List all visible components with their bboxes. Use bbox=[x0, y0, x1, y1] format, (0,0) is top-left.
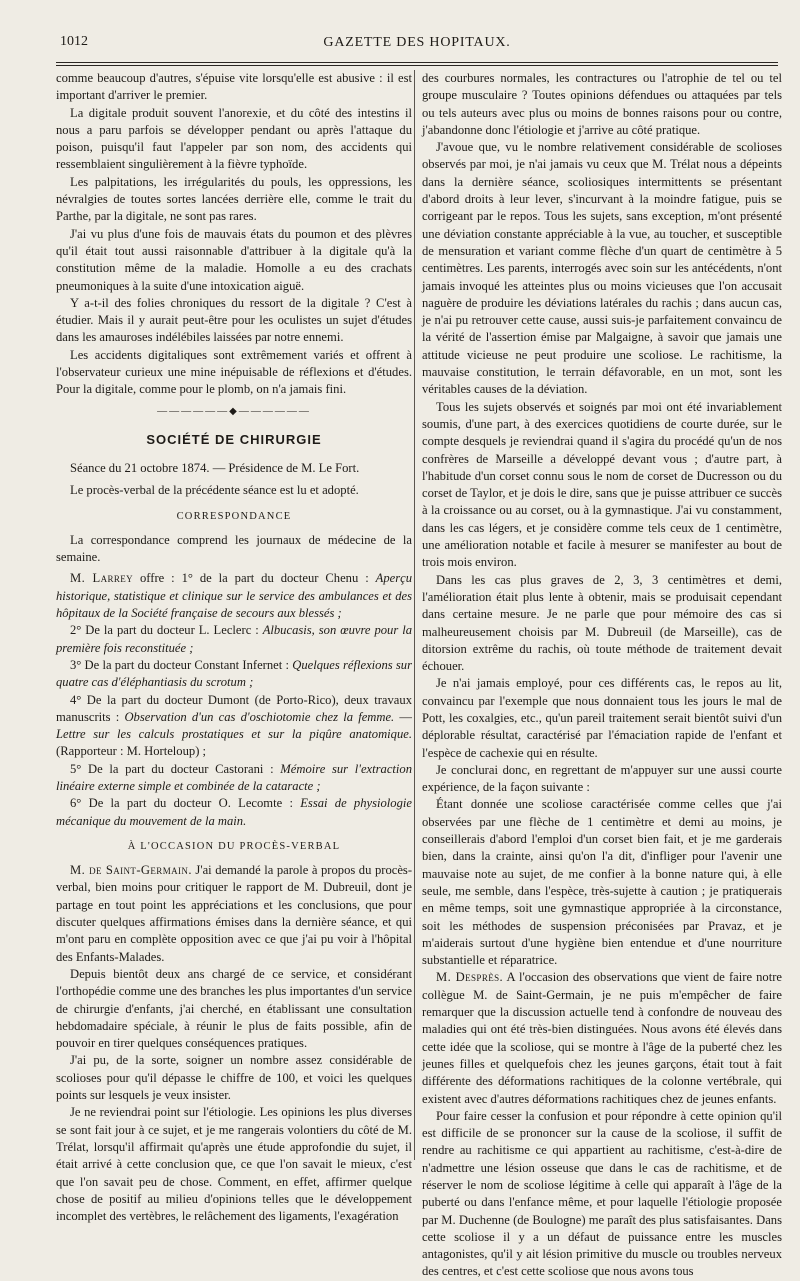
paragraph: Dans les cas plus graves de 2, 3, 3 centimètres et demi, l'amélioration était plus lente à obtenir, mais se produisait cependant dans certaine mesure. Je ne parle que pour mémoire des cas si malheureusement choisis par M. Dubreuil (de Marseille), cas de ditorsion extrême du rachis, où toute méthode de traitement devait échouer. bbox=[422, 572, 782, 674]
paragraph: J'avoue que, vu le nombre relativement considérable de scolioses observés par moi, je n'ai jamais vu ceux que M. Trélat nous a dépeints dans la dernière séance, scoliosiques intermittents se présentant d'abord droits à leur lever, s'incurvant à la moindre fatigue, puis se corrigeant par le repos. Tous les sujets, sans exception, m'ont présenté une déviation constante appréciable à la vue, au toucher, et susceptible de mensuration et variant comme flèche d'un quart de centimètre à 5 centimètres. Les parents, interrogés avec soin sur les antécédents, n'ont jamais invoqué les atteintes plus ou moins vicieuses que l'on accusait naguère de produire les déviations latérales du rachis ; dans aucun cas, je n'ai pu retrouver cette cause, aussi suis-je parfaitement convaincu de la vérité de l'assertion émise par Malgaigne, à savoir que jamais une attitude vicieuse ne peut produire une scoliose. Le rachitisme, la mauvaise constitution, le terrain défavorable, en un mot, sont les véritables causes de la déviation. bbox=[422, 140, 782, 397]
paragraph: J'ai vu plus d'une fois de mauvais états du poumon et des plèvres qu'il était tout aussi raisonnable d'attribuer à la digitale qu'à la constitution même de la maladie. Homolle a eu des crachats pneumoniques à la suite d'une intoxication aiguë. bbox=[56, 226, 412, 293]
saint-germain-paragraph: M. de Saint-Germain. J'ai demandé la parole à propos du procès-verbal, bien moins pour critiquer le rapport de M. Dubreuil, dont je partage en tout point les appréciations et les conclusions, que pour discuter quelques affirmations émises dans la dernière séance, et qui m'ont paru en complète opposition avec ce que j'ai pu voir à l'hôpital des Enfants-Malades. bbox=[56, 863, 413, 964]
speaker-name: M. Desprès. bbox=[436, 970, 504, 985]
work-title: Lettre sur les calculs prostatiques et sur la piqûre anatomique. bbox=[56, 727, 412, 742]
column-divider bbox=[414, 70, 415, 1160]
paragraph: Depuis bientôt deux ans chargé de ce service, et considérant l'orthopédie comme une des branches les plus importantes d'un service de chirurgie d'enfants, j'ai cherché, en établissant une consultation hebdomadaire spéciale, à réunir le plus de faits possible, afin de pouvoir en tirer quelques conséquences pratiques. bbox=[56, 966, 413, 1051]
paragraph: comme beaucoup d'autres, s'épuise vite lorsqu'elle est abusive : il est important d'arriver le premier. bbox=[56, 71, 412, 103]
header-rule-double bbox=[56, 65, 778, 66]
correspondance-heading: CORRESPONDANCE bbox=[176, 510, 292, 522]
list-item: 4° De la part du docteur Dumont (de Porto-Rico), deux travaux manuscrits : Observation d'un cas d'oschiotomie chez la femme. — Lettre sur les calculs prostatiques et sur la piqûre anatomique. (Rapporteur : M. Horteloup) ; bbox=[56, 692, 412, 759]
paragraph: des courbures normales, les contractures ou l'atrophie de tel ou tel groupe musculaire ? Toutes opinions défendues ou attaquées par tels ou tels auteurs avec plus ou moins de bonnes raisons pour ou contre, j'abandonne donc l'étiologie et j'arrive au côté pratique. bbox=[422, 71, 782, 137]
larrey-paragraph: M. Larrey offre : 1° de la part du docteur Chenu : Aperçu historique, statistique et clinique sur le service des ambulances et des hôpitaux de la Société française de secours aux blessés ; bbox=[56, 571, 412, 621]
occasion-heading: À L'OCCASION DU PROCÈS-VERBAL bbox=[127, 840, 341, 852]
header-rule bbox=[56, 62, 778, 63]
paragraph: Étant donnée une scoliose caractérisée comme celles que j'ai observées par une flèche de 1 centimètre et demi au moins, je conseillerais d'abord l'emploi d'un corset bien fait, et je me garderais bien, dans la crainte, ainsi qu'on l'a dit, d'infliger pour l'avenir une mauvaise note au sujet, de me confier à la bonne nature qui, à elle seule, me semble, dans l'espèce, très-sujette à caution ; je pratiquerais en même temps, soit une gymnastique appropriée à la circonstance, soit les méthodes de suspension préconisées par Pravaz, et je m'aiderais surtout d'une hygiène bien entendue et d'une nourriture substantielle et réparatrice. bbox=[422, 797, 782, 968]
speaker-name: M. Larrey bbox=[70, 571, 134, 586]
left-column bbox=[56, 70, 413, 1224]
running-title: GAZETTE DES HOPITAUX. bbox=[323, 35, 511, 50]
work-title: Aperçu historique, statistique et clinique sur le service des ambulances et des hôpitaux de la Société française de secours aux blessés ; bbox=[56, 571, 412, 621]
work-title: Essai de physiologie mécanique du mouvement de la main. bbox=[56, 796, 412, 828]
paragraph: La digitale produit souvent l'anorexie, et du côté des intestins il nous a paru parfois se développer pendant ou après l'attaque du poison, puisqu'il faut l'appeler par son nom, des accidents qui ressemblaient singulièrement à la fièvre typhoïde. bbox=[56, 105, 412, 172]
work-title: Observation d'un cas d'oschiotomie chez la femme. bbox=[124, 709, 395, 724]
paragraph: Pour faire cesser la confusion et pour répondre à cette opinion qu'il est difficile de se prononcer sur la cause de la scoliose, il suffit de rendre au rachitisme ce qui appartient au rachitisme, c'est-à-dire de n'admettre une lésion osseuse que dans le cas de rachitisme, et de réserver le nom de scoliose légitime à celle qui apparaît à l'âge de la puberté ou dans l'enfance même, et pour laquelle l'étiologie proposée par M. Duchenne (de Boulogne) me paraît des plus satisfaisantes. Dans cette scoliose il y a un défaut de puissance entre les muscles antagonistes, qu'il y ait lésion primitive du muscle ou troubles nerveux des centres, et c'est cette scoliose que nous avons tous bbox=[422, 1108, 782, 1279]
paragraph: Les palpitations, les irrégularités du pouls, les oppressions, les névralgies de toutes sortes lancées derrière elle, comme le trait du Parthe, par la digitale, ne sont pas rares. bbox=[56, 174, 412, 224]
paragraph: Je conclurai donc, en regrettant de m'appuyer sur une aussi courte expérience, de la façon suivante : bbox=[422, 762, 782, 795]
paragraph: La correspondance comprend les journaux de médecine de la semaine. bbox=[56, 532, 412, 565]
list-item: 2° De la part du docteur L. Leclerc : Albucasis, son œuvre pour la première fois reconstituée ; bbox=[56, 623, 413, 655]
section-separator: ——————◆—————— bbox=[157, 405, 311, 417]
section-title: SOCIÉTÉ DE CHIRURGIE bbox=[146, 431, 322, 447]
despres-paragraph: M. Desprès. A l'occasion des observations que vient de faire notre collègue M. de Saint-Germain, je ne puis m'empêcher de faire remarquer que la discussion actuelle tend à confondre de nouveau des maladies qui ont été très-bien distinguées. Nous avons été élevés dans cette idée que la scoliose, qui se montre à l'âge de la puberté chez les jeunes filles et quelquefois chez les jeunes garçons, était tout à fait différente des déformations rachitiques de la colonne vertébrale, qui existent avec d'autres déformations rachitiques chez de jeunes enfants. bbox=[422, 970, 782, 1106]
paragraph: Y a-t-il des folies chroniques du ressort de la digitale ? C'est à étudier. Mais il y aurait peut-être pour les oculistes un sujet d'études dans les amauroses indélébiles laissées par notre ennemi. bbox=[56, 295, 412, 345]
paragraph: J'ai pu, de la sorte, soigner un nombre assez considérable de scolioses pour qu'il dépasse le chiffre de 100, et voici les quelques points sur lesquels je veux insister. bbox=[56, 1053, 412, 1103]
right-column bbox=[422, 70, 782, 1279]
work-title: Quelques réflexions sur quatre cas d'éléphantiasis du scrotum ; bbox=[56, 657, 412, 690]
list-item: 5° De la part du docteur Castorani : Mémoire sur l'extraction linéaire externe simple et combinée de la cataracte ; bbox=[56, 761, 413, 793]
list-item: 6° De la part du docteur O. Lecomte : Essai de physiologie mécanique du mouvement de la main. bbox=[56, 796, 412, 828]
proces-verbal-line: Le procès-verbal de la précédente séance est lu et adopté. bbox=[70, 483, 359, 498]
paragraph: Tous les sujets observés et soignés par moi ont été invariablement soumis, d'une part, à des exercices quotidiens de courte durée, sur le compte desquels je reviendrai quand il s'agira du procédé qu'un de nos confrères de Marseille a développé devant vous ; d'autre part, à l'habitude d'un corset connu sous le nom de corset de Ducresson ou du corset de Taylor, et je dois le dire, sans que je puisse attribuer ce succès à la croissance ou au corset, ou à la gymnastique. J'ai vu constamment, dans les cas légers, et je considère comme tels ceux de 1 centimètre, une amélioration notable et facile à mesurer se manifester au bout de trois mois environ. bbox=[422, 399, 782, 570]
paragraph: Les accidents digitaliques sont extrêmement variés et offrent à l'observateur curieux une mine inépuisable de réflexions et d'études. Pour la digitale, comme pour le plomb, on n'a jamais fini. bbox=[56, 347, 412, 397]
work-title: Mémoire sur l'extraction linéaire externe simple et combinée de la cataracte ; bbox=[56, 761, 413, 793]
page-number: 1012 bbox=[60, 34, 88, 49]
paragraph: Je n'ai jamais employé, pour ces différents cas, le repos au lit, convaincu par l'exemple que nous donnaient tous les jours le mal de Pott, les coxalgies, etc., qu'un pareil traitement serait bientôt suivi d'un déplorable résultat, caractérisé par l'émaciation rapide de l'enfant et l'espèce de cachexie qui en résulte. bbox=[422, 676, 782, 760]
seance-line: Séance du 21 octobre 1874. — Présidence de M. Le Fort. bbox=[70, 460, 360, 475]
speaker-name: M. de Saint-Germain. bbox=[70, 863, 192, 878]
page-header bbox=[56, 34, 778, 56]
paragraph: Je ne reviendrai point sur l'étiologie. Les opinions les plus diverses se sont fait jour à ce sujet, et je me rangerais volontiers du côté de M. Trélat, lorsqu'il affirmait qu'après une étude approfondie du sujet, il était arrivé à cette conclusion que, ce que l'on savait le mieux, c'est que l'on savait peu de chose. Comment, en effet, affirmer quelque chose de positif au milieu d'opinions telles que le développement incomplet des vertèbres, le relâchement des ligaments, l'exagération bbox=[56, 1105, 412, 1224]
work-title: Albucasis, son œuvre pour la première fois reconstituée ; bbox=[56, 623, 413, 655]
list-item: 3° De la part du docteur Constant Infernet : Quelques réflexions sur quatre cas d'éléphantiasis du scrotum ; bbox=[56, 657, 412, 690]
